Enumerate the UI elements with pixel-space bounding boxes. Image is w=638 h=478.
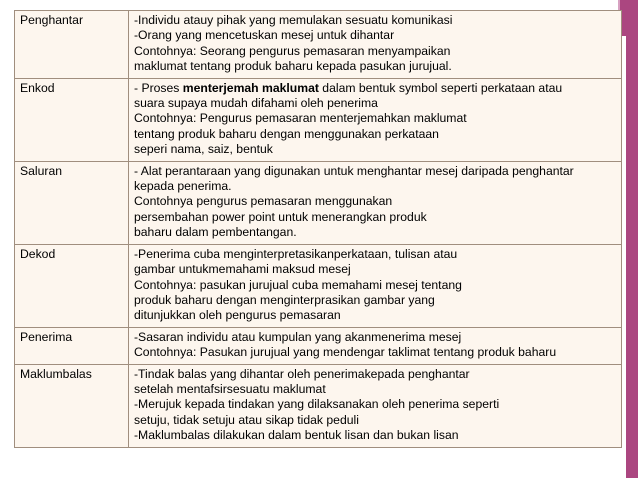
description-line: -Penerima cuba menginterpretasikanperkataan, tulisan atau [134,246,458,261]
description-line: tentang produk baharu dengan menggunakan perkataan [134,126,439,141]
description-line [134,81,616,96]
term-cell [15,327,129,364]
description-line: -Maklumbalas dilakukan dalam bentuk lisan dan bukan lisan [134,428,459,443]
description-cell [129,364,622,447]
description-cell [129,161,622,244]
term-label: Penerima [20,329,73,344]
table-row-penghantar [15,11,622,79]
description-line: persembahan power point untuk menerangkan produk [134,209,427,224]
term-label: Penghantar [20,13,84,27]
description-line: seperi nama, saiz, bentuk [134,142,273,157]
description-line: -Individu atauy pihak yang memulakan sesuatu komunikasi [134,13,453,27]
description-line: kepada penerima. [134,179,232,194]
description-line: Contohnya: Pasukan jurujual yang mendengar taklimat tentang produk baharu [134,345,557,360]
description-line: Contohnya pengurus pemasaran menggunakan [134,194,393,209]
description-line: - Alat perantaraan yang digunakan untuk menghantar mesej daripada penghantar [134,163,574,178]
term-cell [15,244,129,327]
description-line: gambar untukmemahami maksud mesej [134,262,351,277]
term-cell [15,78,129,161]
description-cell [129,11,622,79]
description-cell [129,327,622,364]
description-line: setelah mentafsirsesuatu maklumat [134,381,326,396]
description-prefix: - Proses [134,80,183,95]
table-row-dekod [15,244,622,327]
term-label: Enkod [20,80,55,95]
description-line: baharu dalam pembentangan. [134,225,297,240]
description-line: suara supaya mudah difahami oleh penerima [134,96,378,111]
term-label: Dekod [20,246,56,261]
description-cell [129,244,622,327]
decorative-side-bar [626,0,638,478]
term-cell [15,161,129,244]
description-line: Contohnya: pasukan jurujual cuba memahami mesej tentang [134,277,462,292]
description-line: -Merujuk kepada tindakan yang dilaksanakan oleh penerima seperti [134,397,500,412]
description-line: setuju, tidak setuju atau sikap tidak peduli [134,412,359,427]
table-row-penerima [15,327,622,364]
description-suffix: dalam bentuk symbol seperti perkataan atau [318,80,563,95]
term-label: Saluran [20,163,63,178]
description-line: produk baharu dengan menginterprasikan gambar yang [134,292,435,307]
table-row-enkod [15,78,622,161]
description-line: Contohnya: Pengurus pemasaran menterjemahkan maklumat [134,111,467,126]
description-line: -Tindak balas yang dihantar oleh penerimakepada penghantar [134,366,470,381]
term-cell [15,11,129,79]
table-row-maklumbalas [15,364,622,447]
communication-elements-table [14,10,622,448]
description-line: -Orang yang mencetuskan mesej untuk dihantar [134,28,395,43]
description-line: maklumat tentang produk baharu kepada pasukan jurujual. [134,59,452,74]
description-bold-text: menterjemah maklumat [182,80,319,95]
description-cell [129,78,622,161]
description-line: Contohnya: Seorang pengurus pemasaran menyampaikan [134,43,451,58]
term-label: Maklumbalas [20,366,92,381]
term-cell [15,364,129,447]
description-line: ditunjukkan oleh pengurus pemasaran [134,308,341,323]
table-row-saluran [15,161,622,244]
description-line: -Sasaran individu atau kumpulan yang akanmenerima mesej [134,329,462,344]
